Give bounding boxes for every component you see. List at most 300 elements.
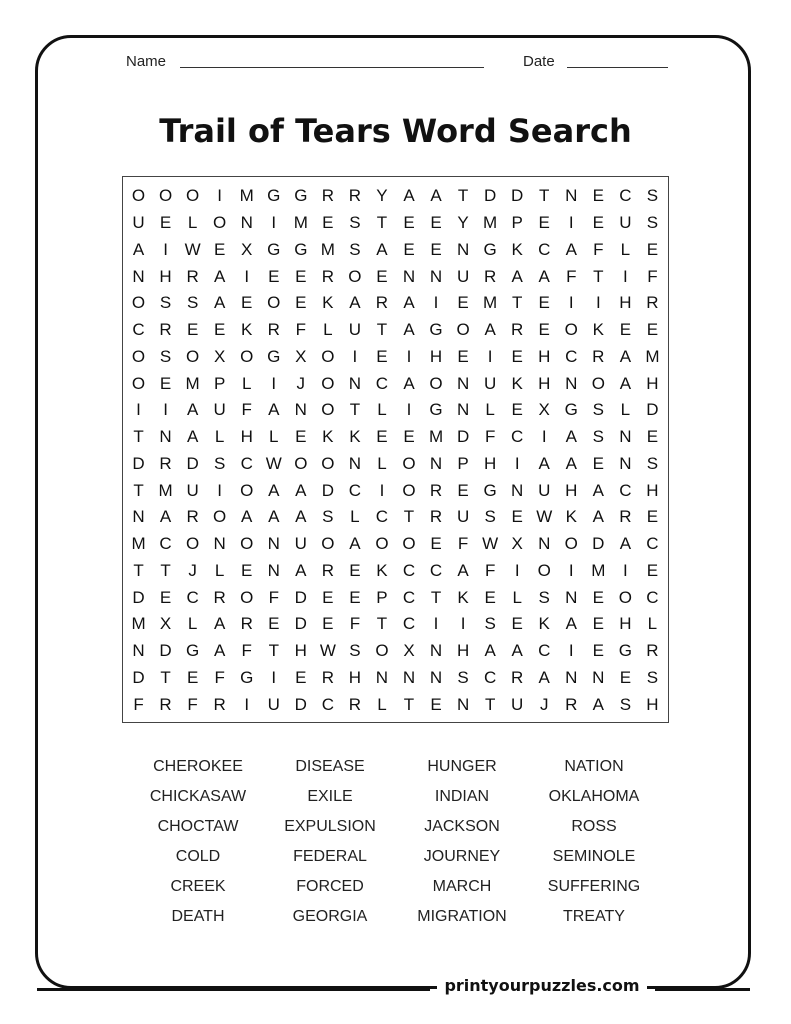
grid-letter[interactable]: A <box>538 667 550 687</box>
grid-letter[interactable]: K <box>592 320 604 340</box>
grid-letter[interactable]: E <box>511 614 523 634</box>
grid-letter[interactable]: T <box>403 507 415 527</box>
grid-letter[interactable]: L <box>377 694 387 714</box>
grid-letter[interactable]: E <box>511 346 523 366</box>
grid-letter[interactable]: D <box>456 427 470 447</box>
grid-letter[interactable]: M <box>185 373 200 393</box>
grid-letter[interactable]: O <box>158 186 173 206</box>
grid-letter[interactable]: R <box>321 266 334 286</box>
grid-letter[interactable]: N <box>619 427 632 447</box>
grid-letter[interactable]: C <box>186 587 199 607</box>
grid-letter[interactable]: E <box>403 213 415 233</box>
grid-letter[interactable]: A <box>295 480 307 500</box>
grid-letter[interactable]: M <box>131 534 146 554</box>
grid-letter[interactable]: E <box>592 213 604 233</box>
grid-letter[interactable]: N <box>429 453 443 473</box>
grid-letter[interactable]: F <box>268 587 279 607</box>
grid-letter[interactable]: P <box>511 213 523 233</box>
grid-letter[interactable]: I <box>433 614 439 634</box>
grid-letter[interactable]: M <box>320 239 335 259</box>
grid-letter[interactable]: T <box>133 427 144 447</box>
grid-letter[interactable]: E <box>376 427 388 447</box>
grid-letter[interactable]: A <box>241 507 253 527</box>
grid-letter[interactable]: F <box>484 427 496 447</box>
grid-letter[interactable]: X <box>538 400 550 420</box>
grid-letter[interactable]: O <box>591 373 605 393</box>
grid-letter[interactable]: R <box>240 614 253 634</box>
grid-letter[interactable]: D <box>321 480 334 500</box>
grid-letter[interactable]: R <box>483 266 497 286</box>
grid-letter[interactable]: S <box>349 213 361 233</box>
grid-letter[interactable]: F <box>214 667 225 687</box>
grid-letter[interactable]: C <box>565 346 578 366</box>
grid-letter[interactable]: H <box>483 453 497 473</box>
grid-letter[interactable]: I <box>244 266 250 286</box>
grid-letter[interactable]: N <box>429 667 443 687</box>
grid-letter[interactable]: N <box>348 373 362 393</box>
grid-letter[interactable]: J <box>539 694 549 714</box>
grid-letter[interactable]: L <box>620 239 631 259</box>
grid-letter[interactable]: A <box>592 694 604 714</box>
grid-letter[interactable]: R <box>429 480 443 500</box>
grid-letter[interactable]: A <box>213 641 226 661</box>
grid-letter[interactable]: H <box>240 427 253 447</box>
grid-letter[interactable]: E <box>186 667 199 687</box>
grid-letter[interactable]: O <box>186 186 200 206</box>
grid-letter[interactable]: E <box>295 293 307 313</box>
grid-letter[interactable]: E <box>592 186 604 206</box>
grid-letter[interactable]: M <box>239 186 254 206</box>
grid-letter[interactable]: S <box>186 293 199 313</box>
grid-letter[interactable]: H <box>619 293 632 313</box>
grid-letter[interactable]: E <box>619 320 632 340</box>
grid-letter[interactable]: K <box>538 614 550 634</box>
grid-letter[interactable]: A <box>592 507 604 527</box>
grid-letter[interactable]: O <box>240 587 254 607</box>
grid-letter[interactable]: F <box>133 694 144 714</box>
grid-letter[interactable]: M <box>483 213 498 233</box>
grid-letter[interactable]: E <box>538 320 550 340</box>
grid-letter[interactable]: E <box>159 373 172 393</box>
grid-letter[interactable]: N <box>592 667 605 687</box>
grid-letter[interactable]: C <box>483 667 497 687</box>
grid-letter[interactable]: E <box>619 667 632 687</box>
grid-letter[interactable]: U <box>511 694 524 714</box>
grid-letter[interactable]: U <box>456 266 470 286</box>
grid-letter[interactable]: N <box>348 453 362 473</box>
grid-letter[interactable]: A <box>565 239 577 259</box>
grid-letter[interactable]: X <box>159 614 172 634</box>
grid-letter[interactable]: A <box>376 239 388 259</box>
grid-letter[interactable]: N <box>456 373 470 393</box>
grid-letter[interactable]: X <box>213 346 226 366</box>
grid-letter[interactable]: H <box>348 667 362 687</box>
grid-letter[interactable]: I <box>406 400 412 420</box>
grid-letter[interactable]: N <box>565 587 578 607</box>
grid-letter[interactable]: F <box>295 320 306 340</box>
grid-letter[interactable]: T <box>376 320 388 340</box>
grid-letter[interactable]: T <box>484 694 496 714</box>
grid-letter[interactable]: S <box>646 213 659 233</box>
grid-letter[interactable]: E <box>295 667 307 687</box>
grid-letter[interactable]: R <box>321 186 334 206</box>
grid-letter[interactable]: N <box>132 641 145 661</box>
grid-letter[interactable]: I <box>623 266 628 286</box>
grid-letter[interactable]: T <box>133 560 144 580</box>
grid-letter[interactable]: R <box>511 320 524 340</box>
grid-letter[interactable]: O <box>537 560 551 580</box>
grid-letter[interactable]: T <box>593 266 604 286</box>
grid-letter[interactable]: A <box>511 641 523 661</box>
grid-letter[interactable]: N <box>240 213 253 233</box>
grid-letter[interactable]: N <box>132 266 145 286</box>
grid-letter[interactable]: N <box>565 373 578 393</box>
grid-letter[interactable]: H <box>159 266 172 286</box>
grid-letter[interactable]: S <box>619 694 632 714</box>
grid-letter[interactable]: U <box>132 213 145 233</box>
grid-letter[interactable]: E <box>511 400 523 420</box>
grid-letter[interactable]: O <box>456 320 470 340</box>
grid-letter[interactable]: U <box>619 213 632 233</box>
grid-letter[interactable]: S <box>159 346 172 366</box>
grid-letter[interactable]: E <box>484 587 496 607</box>
grid-letter[interactable]: K <box>511 373 523 393</box>
grid-letter[interactable]: W <box>265 453 282 473</box>
grid-letter[interactable]: T <box>376 213 388 233</box>
grid-letter[interactable]: X <box>403 641 415 661</box>
grid-letter[interactable]: O <box>429 373 443 393</box>
grid-letter[interactable]: N <box>511 480 524 500</box>
grid-letter[interactable]: A <box>619 346 632 366</box>
grid-letter[interactable]: L <box>214 427 225 447</box>
grid-letter[interactable]: M <box>483 293 498 313</box>
grid-letter[interactable]: G <box>240 667 254 687</box>
grid-letter[interactable]: U <box>538 480 551 500</box>
grid-letter[interactable]: O <box>131 373 146 393</box>
grid-letter[interactable]: O <box>294 453 308 473</box>
grid-letter[interactable]: E <box>268 266 280 286</box>
grid-letter[interactable]: W <box>536 507 553 527</box>
grid-letter[interactable]: O <box>375 641 389 661</box>
grid-letter[interactable]: G <box>618 641 632 661</box>
grid-letter[interactable]: C <box>646 587 659 607</box>
grid-letter[interactable]: N <box>429 266 443 286</box>
grid-letter[interactable]: L <box>187 213 198 233</box>
grid-letter[interactable]: U <box>348 320 362 340</box>
grid-letter[interactable]: E <box>376 346 388 366</box>
grid-letter[interactable]: I <box>352 346 358 366</box>
grid-letter[interactable]: H <box>294 641 307 661</box>
grid-letter[interactable]: T <box>511 293 523 313</box>
grid-letter[interactable]: R <box>159 694 172 714</box>
grid-letter[interactable]: O <box>564 534 578 554</box>
grid-letter[interactable]: A <box>268 400 280 420</box>
grid-letter[interactable]: C <box>619 480 632 500</box>
grid-letter[interactable]: O <box>618 587 632 607</box>
grid-letter[interactable]: M <box>428 427 444 447</box>
grid-letter[interactable]: O <box>321 534 335 554</box>
grid-letter[interactable]: D <box>159 641 172 661</box>
grid-letter[interactable]: H <box>619 614 632 634</box>
grid-letter[interactable]: A <box>213 266 226 286</box>
grid-letter[interactable]: E <box>511 507 523 527</box>
grid-letter[interactable]: F <box>593 239 604 259</box>
grid-letter[interactable]: F <box>241 400 252 420</box>
grid-letter[interactable]: T <box>160 560 171 580</box>
grid-letter[interactable]: N <box>619 453 632 473</box>
grid-letter[interactable]: K <box>376 560 388 580</box>
grid-letter[interactable]: O <box>213 507 227 527</box>
grid-letter[interactable]: L <box>269 427 279 447</box>
grid-letter[interactable]: N <box>456 400 470 420</box>
grid-letter[interactable]: I <box>163 239 168 259</box>
grid-letter[interactable]: N <box>565 667 578 687</box>
grid-letter[interactable]: A <box>403 186 415 206</box>
grid-letter[interactable]: H <box>456 641 470 661</box>
grid-letter[interactable]: G <box>186 641 200 661</box>
grid-letter[interactable]: P <box>376 587 388 607</box>
grid-letter[interactable]: A <box>268 480 280 500</box>
grid-letter[interactable]: N <box>456 694 470 714</box>
grid-letter[interactable]: A <box>484 641 496 661</box>
grid-letter[interactable]: C <box>429 560 443 580</box>
grid-letter[interactable]: G <box>564 400 578 420</box>
grid-letter[interactable]: D <box>132 587 145 607</box>
grid-letter[interactable]: E <box>322 213 334 233</box>
grid-letter[interactable]: A <box>349 293 361 313</box>
grid-letter[interactable]: E <box>646 507 659 527</box>
grid-letter[interactable]: U <box>483 373 497 393</box>
grid-letter[interactable]: R <box>159 320 172 340</box>
grid-letter[interactable]: I <box>568 641 574 661</box>
grid-letter[interactable]: F <box>349 614 361 634</box>
grid-letter[interactable]: M <box>645 346 660 366</box>
grid-letter[interactable]: R <box>348 186 362 206</box>
grid-letter[interactable]: E <box>457 293 469 313</box>
grid-letter[interactable]: R <box>321 560 334 580</box>
grid-letter[interactable]: A <box>457 560 469 580</box>
grid-letter[interactable]: C <box>159 534 172 554</box>
grid-letter[interactable]: D <box>511 186 524 206</box>
grid-letter[interactable]: N <box>294 400 307 420</box>
grid-letter[interactable]: G <box>267 346 281 366</box>
grid-letter[interactable]: H <box>646 373 659 393</box>
grid-letter[interactable]: D <box>132 667 145 687</box>
grid-letter[interactable]: E <box>592 587 604 607</box>
grid-letter[interactable]: H <box>646 694 659 714</box>
grid-letter[interactable]: E <box>430 239 442 259</box>
grid-letter[interactable]: A <box>403 320 415 340</box>
grid-letter[interactable]: A <box>268 507 280 527</box>
grid-letter[interactable]: T <box>160 667 171 687</box>
grid-letter[interactable]: O <box>131 293 146 313</box>
grid-letter[interactable]: E <box>430 213 442 233</box>
grid-letter[interactable]: O <box>321 453 335 473</box>
grid-letter[interactable]: G <box>429 400 443 420</box>
grid-letter[interactable]: O <box>402 453 416 473</box>
grid-letter[interactable]: A <box>430 186 442 206</box>
grid-letter[interactable]: O <box>348 266 362 286</box>
grid-letter[interactable]: H <box>429 346 443 366</box>
grid-letter[interactable]: O <box>564 320 578 340</box>
grid-letter[interactable]: A <box>132 239 145 259</box>
grid-letter[interactable]: L <box>323 320 333 340</box>
grid-letter[interactable]: S <box>159 293 172 313</box>
grid-letter[interactable]: F <box>187 694 198 714</box>
grid-letter[interactable]: J <box>188 560 197 580</box>
grid-letter[interactable]: E <box>186 320 199 340</box>
grid-letter[interactable]: A <box>213 614 226 634</box>
grid-letter[interactable]: E <box>241 560 253 580</box>
grid-letter[interactable]: E <box>295 427 307 447</box>
grid-letter[interactable]: E <box>592 614 604 634</box>
grid-letter[interactable]: D <box>132 453 145 473</box>
grid-letter[interactable]: F <box>484 560 496 580</box>
grid-letter[interactable]: S <box>646 186 659 206</box>
grid-letter[interactable]: L <box>377 400 387 420</box>
grid-letter[interactable]: I <box>136 400 141 420</box>
grid-letter[interactable]: D <box>294 694 307 714</box>
grid-letter[interactable]: T <box>457 186 469 206</box>
grid-letter[interactable]: R <box>429 507 443 527</box>
grid-letter[interactable]: E <box>430 694 442 714</box>
grid-letter[interactable]: I <box>568 293 574 313</box>
grid-letter[interactable]: D <box>483 186 497 206</box>
grid-letter[interactable]: O <box>321 373 335 393</box>
grid-letter[interactable]: R <box>213 694 226 714</box>
grid-letter[interactable]: C <box>402 614 416 634</box>
grid-letter[interactable]: M <box>591 560 606 580</box>
grid-letter[interactable]: O <box>321 346 335 366</box>
grid-letter[interactable]: T <box>539 186 550 206</box>
grid-letter[interactable]: N <box>267 560 280 580</box>
grid-letter[interactable]: H <box>565 480 578 500</box>
grid-letter[interactable]: C <box>402 560 416 580</box>
grid-letter[interactable]: G <box>267 239 281 259</box>
grid-letter[interactable]: R <box>186 266 199 286</box>
grid-letter[interactable]: O <box>240 346 254 366</box>
grid-letter[interactable]: S <box>213 453 226 473</box>
grid-letter[interactable]: Y <box>457 213 469 233</box>
grid-letter[interactable]: G <box>294 186 308 206</box>
grid-letter[interactable]: H <box>538 373 551 393</box>
grid-letter[interactable]: A <box>511 266 523 286</box>
grid-letter[interactable]: I <box>379 480 385 500</box>
grid-letter[interactable]: I <box>163 400 168 420</box>
grid-letter[interactable]: T <box>349 400 361 420</box>
grid-letter[interactable]: U <box>213 400 226 420</box>
grid-letter[interactable]: I <box>217 480 223 500</box>
grid-letter[interactable]: C <box>132 320 145 340</box>
grid-letter[interactable]: E <box>646 239 659 259</box>
grid-letter[interactable]: E <box>213 320 226 340</box>
grid-letter[interactable]: E <box>322 587 334 607</box>
grid-letter[interactable]: E <box>159 587 172 607</box>
grid-letter[interactable]: U <box>456 507 470 527</box>
grid-letter[interactable]: A <box>538 453 550 473</box>
grid-letter[interactable]: R <box>348 694 362 714</box>
grid-letter[interactable]: N <box>132 507 145 527</box>
grid-letter[interactable]: O <box>375 534 389 554</box>
grid-letter[interactable]: R <box>213 587 226 607</box>
grid-letter[interactable]: O <box>186 534 200 554</box>
grid-letter[interactable]: I <box>568 560 574 580</box>
grid-letter[interactable]: L <box>241 373 252 393</box>
grid-letter[interactable]: E <box>403 427 415 447</box>
grid-letter[interactable]: N <box>538 534 551 554</box>
grid-letter[interactable]: I <box>271 667 277 687</box>
grid-letter[interactable]: A <box>565 427 577 447</box>
grid-letter[interactable]: L <box>350 507 360 527</box>
grid-letter[interactable]: S <box>349 239 361 259</box>
grid-letter[interactable]: C <box>375 373 389 393</box>
grid-letter[interactable]: G <box>483 239 497 259</box>
grid-letter[interactable]: N <box>375 667 389 687</box>
grid-letter[interactable]: R <box>186 507 199 527</box>
grid-letter[interactable]: D <box>294 614 307 634</box>
grid-letter[interactable]: G <box>483 480 497 500</box>
grid-letter[interactable]: I <box>406 346 412 366</box>
grid-letter[interactable]: W <box>319 641 336 661</box>
grid-letter[interactable]: D <box>186 453 199 473</box>
grid-letter[interactable]: O <box>131 186 146 206</box>
grid-letter[interactable]: R <box>592 346 605 366</box>
grid-letter[interactable]: K <box>565 507 577 527</box>
grid-letter[interactable]: O <box>131 346 146 366</box>
grid-letter[interactable]: E <box>295 266 307 286</box>
grid-letter[interactable]: C <box>511 427 524 447</box>
grid-letter[interactable]: N <box>402 266 416 286</box>
grid-letter[interactable]: D <box>592 534 605 554</box>
grid-letter[interactable]: N <box>402 667 416 687</box>
grid-letter[interactable]: C <box>646 534 659 554</box>
grid-letter[interactable]: P <box>213 373 226 393</box>
grid-letter[interactable]: O <box>186 346 200 366</box>
grid-letter[interactable]: R <box>159 453 172 473</box>
grid-letter[interactable]: X <box>511 534 523 554</box>
grid-letter[interactable]: E <box>241 293 253 313</box>
grid-letter[interactable]: E <box>376 266 388 286</box>
grid-letter[interactable]: I <box>433 293 439 313</box>
grid-letter[interactable]: E <box>213 239 226 259</box>
grid-letter[interactable]: T <box>268 641 279 661</box>
grid-letter[interactable]: I <box>514 453 520 473</box>
grid-letter[interactable]: E <box>646 560 659 580</box>
grid-letter[interactable]: K <box>322 427 334 447</box>
grid-letter[interactable]: A <box>403 293 415 313</box>
grid-letter[interactable]: C <box>348 480 362 500</box>
grid-letter[interactable]: A <box>159 507 172 527</box>
grid-letter[interactable]: L <box>377 453 387 473</box>
grid-letter[interactable]: R <box>646 641 659 661</box>
grid-letter[interactable]: N <box>213 534 226 554</box>
grid-letter[interactable]: T <box>430 587 442 607</box>
grid-letter[interactable]: C <box>538 239 551 259</box>
grid-letter[interactable]: R <box>511 667 524 687</box>
grid-letter[interactable]: C <box>240 453 253 473</box>
grid-letter[interactable]: I <box>541 427 547 447</box>
grid-letter[interactable]: F <box>241 641 252 661</box>
grid-letter[interactable]: T <box>376 614 388 634</box>
grid-letter[interactable]: A <box>295 560 307 580</box>
grid-letter[interactable]: E <box>403 239 415 259</box>
grid-letter[interactable]: D <box>294 587 307 607</box>
grid-letter[interactable]: R <box>267 320 280 340</box>
grid-letter[interactable]: Y <box>376 186 388 206</box>
grid-letter[interactable]: I <box>514 560 520 580</box>
grid-letter[interactable]: S <box>322 507 334 527</box>
grid-letter[interactable]: F <box>647 266 658 286</box>
